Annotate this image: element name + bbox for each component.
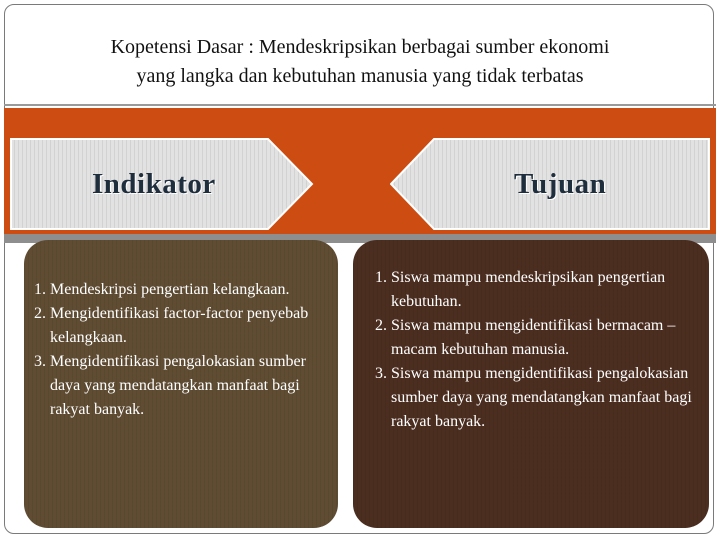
indikator-panel	[24, 240, 338, 528]
tujuan-item: 2. Siswa mampu mengidentifikasi bermacam – macam kebutuhan manusia.	[375, 317, 676, 358]
indikator-label: Indikator	[92, 167, 216, 200]
tujuan-label: Tujuan	[514, 167, 607, 200]
tujuan-item: 1. Siswa mampu mendeskripsikan pengertian kebutuhan.	[375, 269, 666, 310]
title-line-2: yang langka dan kebutuhan manusia yang tidak terbatas	[136, 65, 584, 87]
header-divider	[4, 104, 716, 106]
indikator-list	[34, 278, 328, 422]
tujuan-list	[375, 266, 699, 434]
indikator-item: 2. Mengidentifikasi factor-factor penyebab kelangkaan.	[34, 305, 309, 346]
tujuan-panel	[353, 240, 709, 528]
page-title	[20, 33, 700, 91]
indikator-item: 3. Mengidentifikasi pengalokasian sumber daya yang mendatangkan manfaat bagi rakyat banyak.	[34, 353, 306, 418]
indikator-arrow	[10, 138, 314, 230]
tujuan-item: 3. Siswa mampu mengidentifikasi pengalokasian sumber daya yang mendatangkan manfaat bagi rakyat banyak.	[375, 365, 692, 430]
title-line-1: Kopetensi Dasar : Mendeskripsikan berbagai sumber ekonomi	[110, 36, 610, 58]
indikator-item: 1. Mendeskripsi pengertian kelangkaan.	[34, 281, 290, 298]
tujuan-arrow	[390, 138, 710, 230]
